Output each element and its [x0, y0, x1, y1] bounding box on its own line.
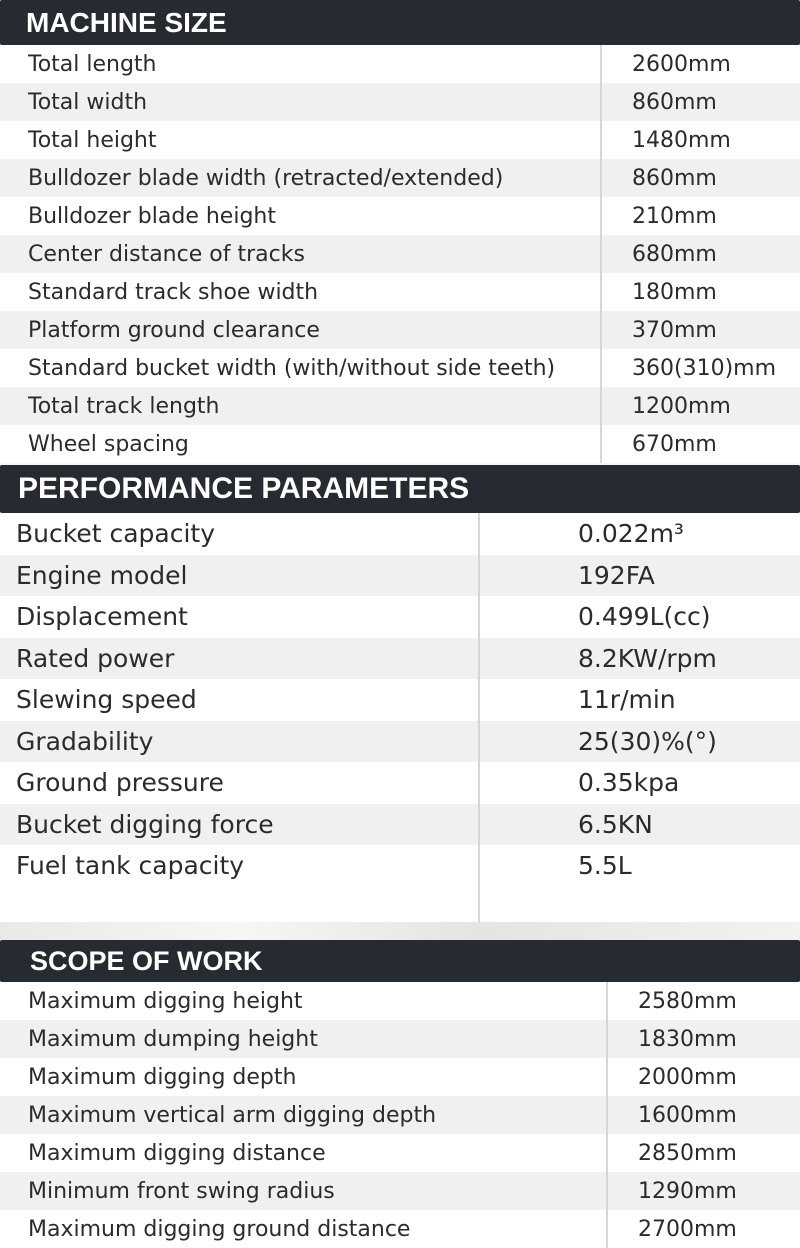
table-row [0, 387, 800, 425]
spec-label: Bulldozer blade height [0, 197, 601, 235]
spec-label: Center distance of tracks [0, 235, 601, 273]
table-row [0, 721, 800, 763]
spec-value: 1290mm [607, 1172, 800, 1210]
spec-value: 25(30)%(°) [479, 721, 800, 763]
spec-label: Standard bucket width (with/without side teeth) [0, 349, 601, 387]
spec-value: 860mm [601, 159, 800, 197]
spec-value: 8.2KW/rpm [479, 638, 800, 680]
table-footer-spacer [0, 887, 800, 923]
spec-value: 1200mm [601, 387, 800, 425]
scope-of-work-header: SCOPE OF WORK [0, 940, 800, 982]
spec-value: 180mm [601, 273, 800, 311]
spec-value: 2700mm [607, 1210, 800, 1248]
table-row [0, 555, 800, 597]
spec-label: Rated power [0, 638, 479, 680]
spec-value: 11r/min [479, 679, 800, 721]
table-row [0, 762, 800, 804]
machine-size-table [0, 45, 800, 463]
spec-label: Total length [0, 45, 601, 83]
spec-value: 5.5L [479, 845, 800, 887]
spec-label: Maximum digging distance [0, 1134, 607, 1172]
spec-value: 860mm [601, 83, 800, 121]
spec-label: Bulldozer blade width (retracted/extended) [0, 159, 601, 197]
machine-size-header: MACHINE SIZE [0, 0, 800, 45]
spec-label: Displacement [0, 596, 479, 638]
section-divider [0, 922, 800, 940]
table-row [0, 121, 800, 159]
table-row [0, 1172, 800, 1210]
spec-label: Bucket capacity [0, 513, 479, 555]
spec-value: 680mm [601, 235, 800, 273]
spec-value: 2000mm [607, 1058, 800, 1096]
scope-of-work-table [0, 982, 800, 1248]
spec-label: Maximum dumping height [0, 1020, 607, 1058]
spec-value: 0.022m³ [479, 513, 800, 555]
table-row [0, 596, 800, 638]
spec-label: Bucket digging force [0, 804, 479, 846]
table-row [0, 425, 800, 463]
spec-value: 0.35kpa [479, 762, 800, 804]
table-row [0, 679, 800, 721]
spec-label: Total track length [0, 387, 601, 425]
table-row [0, 845, 800, 887]
table-row [0, 513, 800, 555]
performance-parameters-table [0, 513, 800, 887]
spec-label: Maximum digging depth [0, 1058, 607, 1096]
spec-value: 1600mm [607, 1096, 800, 1134]
spec-value: 210mm [601, 197, 800, 235]
table-row [0, 804, 800, 846]
table-row [0, 197, 800, 235]
spec-label: Fuel tank capacity [0, 845, 479, 887]
spec-value: 2600mm [601, 45, 800, 83]
table-row [0, 982, 800, 1020]
spec-label: Ground pressure [0, 762, 479, 804]
scope-of-work-section [0, 940, 800, 1248]
table-row [0, 235, 800, 273]
spec-value: 1830mm [607, 1020, 800, 1058]
spec-label: Total height [0, 121, 601, 159]
spec-label: Gradability [0, 721, 479, 763]
spec-label: Platform ground clearance [0, 311, 601, 349]
table-row [0, 349, 800, 387]
spec-label: Maximum digging ground distance [0, 1210, 607, 1248]
spec-label: Total width [0, 83, 601, 121]
spec-value: 2850mm [607, 1134, 800, 1172]
spec-value: 1480mm [601, 121, 800, 159]
table-row [0, 1134, 800, 1172]
table-row [0, 45, 800, 83]
spec-value: 192FA [479, 555, 800, 597]
table-row [0, 638, 800, 680]
spec-value: 2580mm [607, 982, 800, 1020]
spec-label: Standard track shoe width [0, 273, 601, 311]
spec-value: 6.5KN [479, 804, 800, 846]
spec-label: Maximum vertical arm digging depth [0, 1096, 607, 1134]
spec-value: 0.499L(cc) [479, 596, 800, 638]
table-row [0, 1096, 800, 1134]
performance-parameters-header: PERFORMANCE PARAMETERS [0, 465, 800, 513]
table-row [0, 159, 800, 197]
spec-label: Maximum digging height [0, 982, 607, 1020]
machine-size-section [0, 0, 800, 463]
spec-label: Minimum front swing radius [0, 1172, 607, 1210]
table-row [0, 1020, 800, 1058]
performance-parameters-section [0, 465, 800, 923]
table-row [0, 311, 800, 349]
spec-label: Engine model [0, 555, 479, 597]
spec-value: 670mm [601, 425, 800, 463]
spec-label: Wheel spacing [0, 425, 601, 463]
table-row [0, 1058, 800, 1096]
spec-value: 370mm [601, 311, 800, 349]
table-row [0, 83, 800, 121]
spec-value: 360(310)mm [601, 349, 800, 387]
table-row [0, 273, 800, 311]
table-row [0, 1210, 800, 1248]
spec-label: Slewing speed [0, 679, 479, 721]
